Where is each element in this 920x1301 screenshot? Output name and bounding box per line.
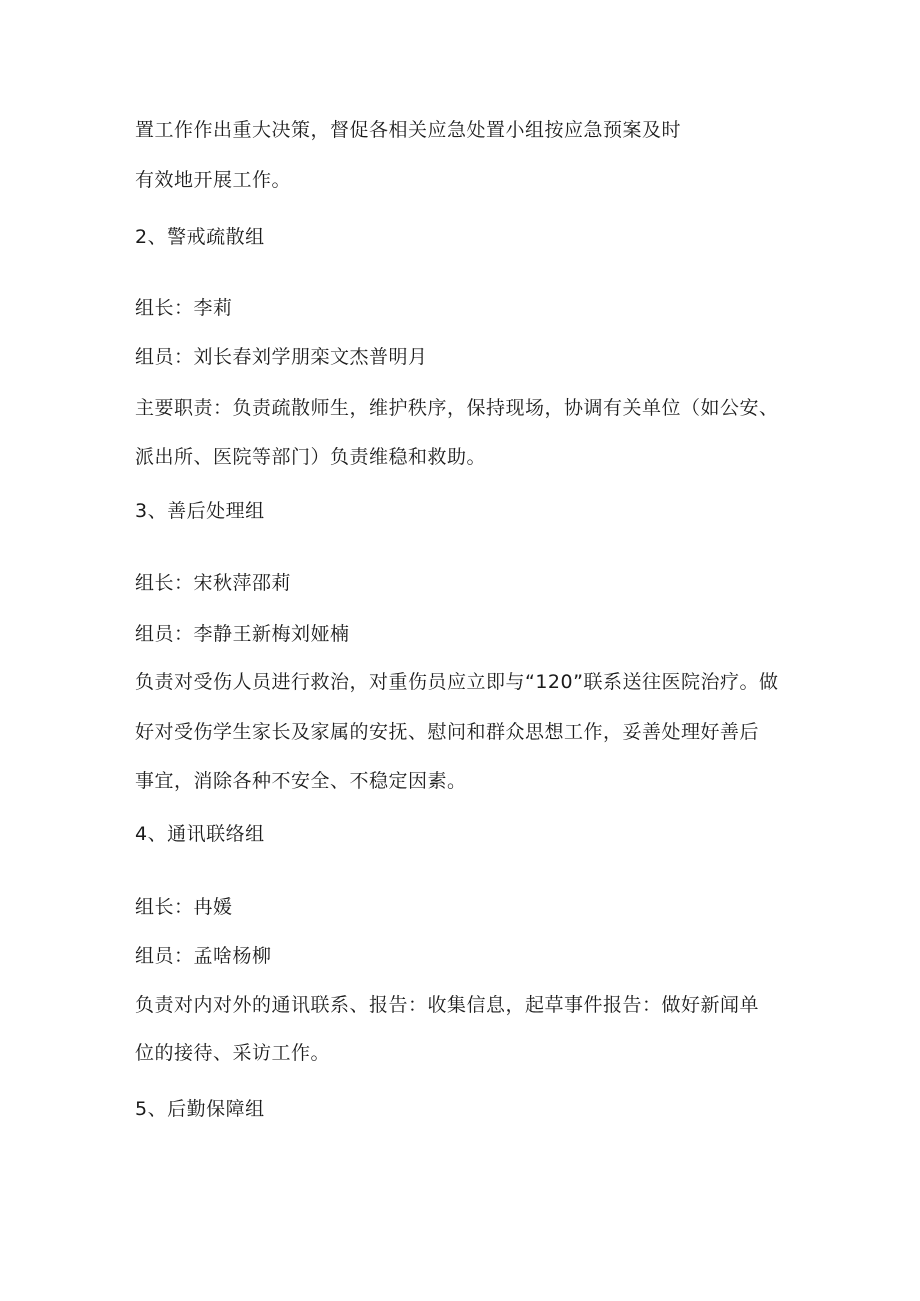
paragraph-line: 置工作作出重大决策，督促各相关应急处置小组按应急预案及时 bbox=[135, 119, 682, 141]
group-leader: 组长：冉媛 bbox=[135, 896, 233, 918]
paragraph-line: 派出所、医院等部门）负责维稳和救助。 bbox=[135, 446, 487, 468]
paragraph-line: 负责对内对外的通讯联系、报告：收集信息，起草事件报告：做好新闻单 bbox=[135, 994, 760, 1016]
paragraph-line: 负责对受伤人员进行救治，对重伤员应立即与“120”联系送往医院治疗。做 bbox=[135, 671, 779, 693]
group-leader: 组长：李莉 bbox=[135, 297, 233, 319]
paragraph-line: 有效地开展工作。 bbox=[135, 169, 292, 191]
paragraph-line: 主要职责：负责疏散师生，维护秩序，保持现场，协调有关单位（如公安、 bbox=[135, 397, 779, 419]
paragraph-line: 位的接待、采访工作。 bbox=[135, 1042, 331, 1064]
section-heading: 3、善后处理组 bbox=[135, 500, 265, 522]
group-members: 组员：李静王新梅刘娅楠 bbox=[135, 623, 350, 645]
group-members: 组员：刘长春刘学朋栾文杰普明月 bbox=[135, 346, 428, 368]
section-heading: 4、通讯联络组 bbox=[135, 823, 265, 845]
paragraph-line: 好对受伤学生家长及家属的安抚、慰问和群众思想工作，妥善处理好善后 bbox=[135, 721, 760, 743]
section-heading: 2、警戒疏散组 bbox=[135, 226, 265, 248]
paragraph-line: 事宜，消除各种不安全、不稳定因素。 bbox=[135, 770, 467, 792]
group-leader: 组长：宋秋萍邵莉 bbox=[135, 572, 292, 594]
section-heading: 5、后勤保障组 bbox=[135, 1098, 265, 1120]
group-members: 组员：孟啥杨柳 bbox=[135, 945, 272, 967]
